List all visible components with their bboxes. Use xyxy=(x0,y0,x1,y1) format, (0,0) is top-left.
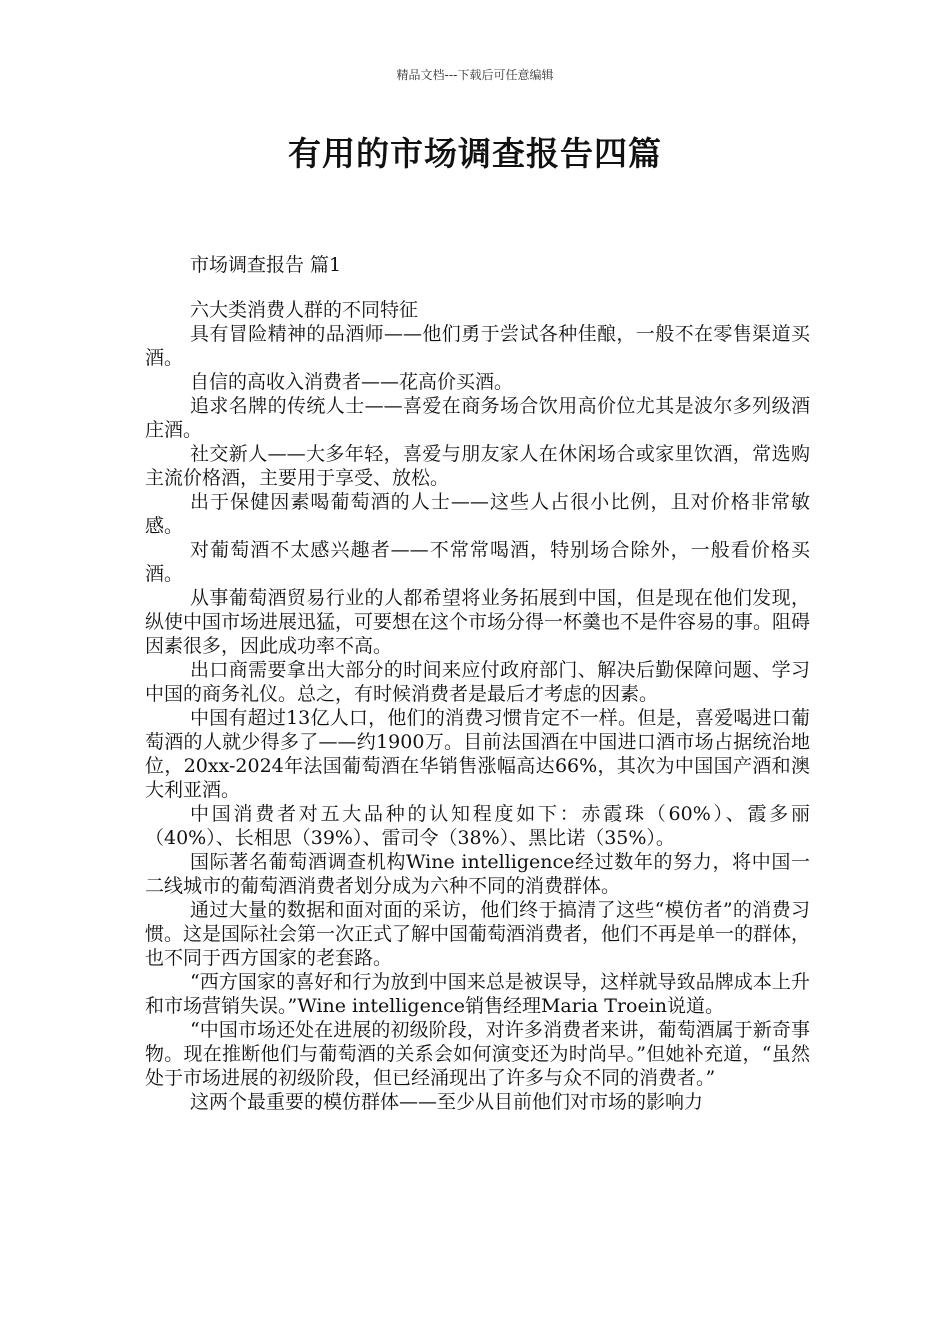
paragraph: 追求名牌的传统人士——喜爱在商务场合饮用高价位尤其是波尔多列级酒庄酒。 xyxy=(145,395,810,441)
paragraph: 中国有超过13亿人口，他们的消费习惯肯定不一样。但是，喜爱喝进口葡萄酒的人就少得多了——约1900万。目前法国酒在中国进口酒市场占据统治地位，20xx-2024年法国葡萄酒在华销售涨幅高达66%，其次为中国国产酒和澳大利亚酒。 xyxy=(145,707,810,801)
page-header: 精品文档---下载后可任意编辑 xyxy=(396,68,554,82)
paragraph: “西方国家的喜好和行为放到中国来总是被误导，这样就导致品牌成本上升和市场营销失误。”Wine intelligence销售经理Maria Troein说道。 xyxy=(145,971,810,1017)
paragraph: 具有冒险精神的品酒师——他们勇于尝试各种佳酿，一般不在零售渠道买酒。 xyxy=(145,323,810,369)
paragraph: 国际著名葡萄酒调查机构Wine intelligence经过数年的努力，将中国一二线城市的葡萄酒消费者划分成为六种不同的消费群体。 xyxy=(145,851,810,897)
paragraph-subheading: 六大类消费人群的不同特征 xyxy=(190,299,419,321)
paragraph: 中国消费者对五大品种的认知程度如下：赤霞珠（60%）、霞多丽（40%）、长相思（39%）、雷司令（38%）、黑比诺（35%）。 xyxy=(145,803,810,849)
paragraph: “中国市场还处在进展的初级阶段，对许多消费者来讲，葡萄酒属于新奇事物。现在推断他们与葡萄酒的关系会如何演变还为时尚早。”但她补充道，“虽然处于市场进展的初级阶段，但已经涌现出了许多与众不同的消费者。” xyxy=(145,1019,810,1089)
paragraph: 自信的高收入消费者——花高价买酒。 xyxy=(190,371,514,393)
paragraph: 社交新人——大多年轻，喜爱与朋友家人在休闲场合或家里饮酒，常选购主流价格酒，主要用于享受、放松。 xyxy=(145,443,810,489)
document-title: 有用的市场调查报告四篇 xyxy=(288,134,662,173)
paragraph: 对葡萄酒不太感兴趣者——不常常喝酒，特别场合除外，一般看价格买酒。 xyxy=(145,539,810,585)
paragraph: 从事葡萄酒贸易行业的人都希望将业务拓展到中国，但是现在他们发现，纵使中国市场进展迅猛，可要想在这个市场分得一杯羹也不是件容易的事。阻碍因素很多，因此成功率不高。 xyxy=(145,587,811,657)
paragraph: 这两个最重要的模仿群体——至少从目前他们对市场的影响力 xyxy=(190,1091,704,1113)
section-heading: 市场调查报告 篇1 xyxy=(190,254,342,276)
paragraph: 出于保健因素喝葡萄酒的人士——这些人占很小比例，且对价格非常敏感。 xyxy=(145,491,810,537)
paragraph: 出口商需要拿出大部分的时间来应付政府部门、解决后勤保障问题、学习中国的商务礼仪。总之，有时候消费者是最后才考虑的因素。 xyxy=(145,659,810,705)
document-body xyxy=(145,298,810,1114)
paragraph: 通过大量的数据和面对面的采访，他们终于搞清了这些“模仿者”的消费习惯。这是国际社会第一次正式了解中国葡萄酒消费者，他们不再是单一的群体，也不同于西方国家的老套路。 xyxy=(145,899,811,969)
